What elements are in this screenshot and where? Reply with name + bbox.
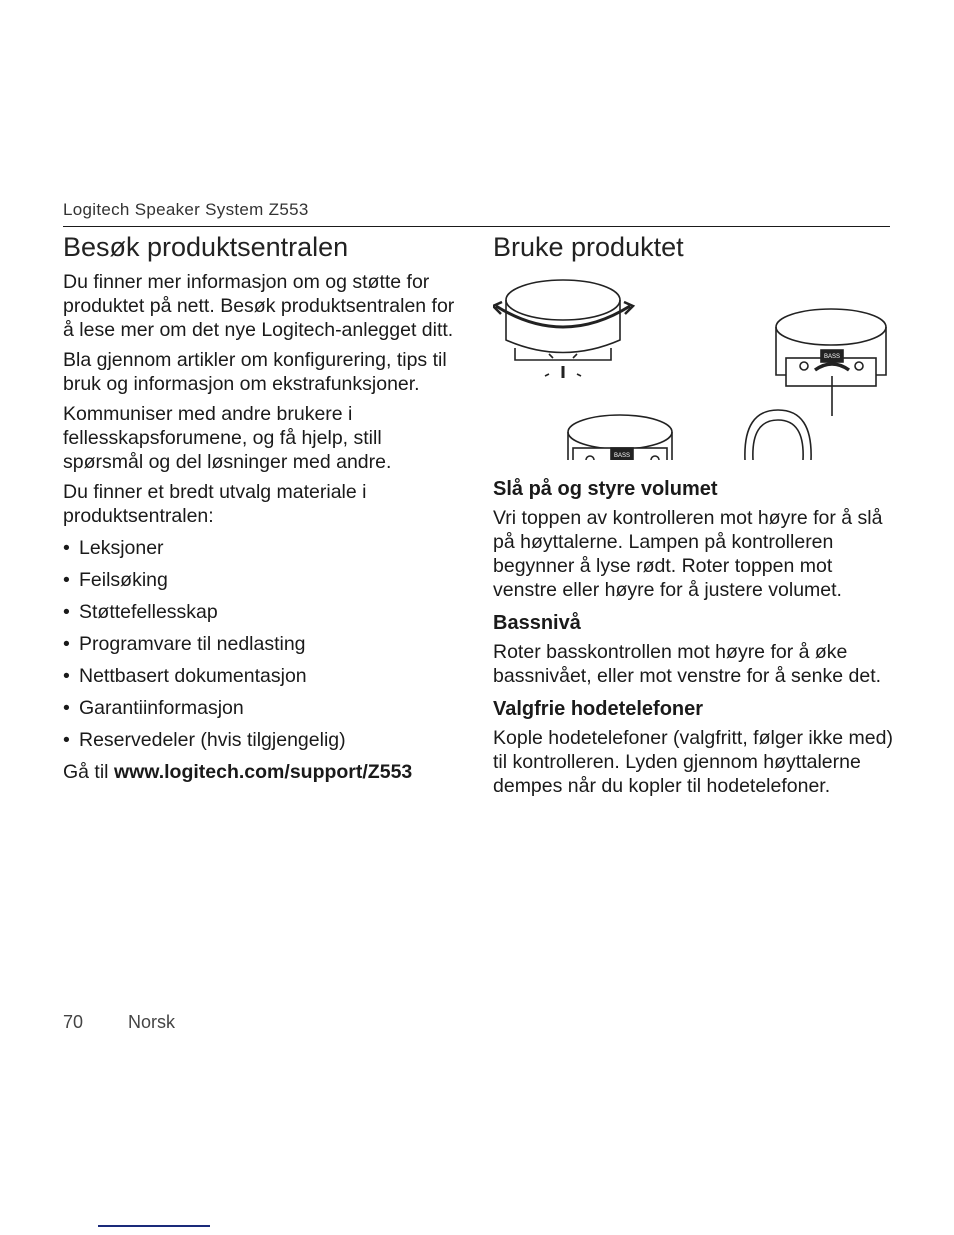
usage-illustration [493,270,893,460]
paragraph: Bla gjennom artikler om konfigurering, tips til bruk og informasjon om ekstrafunksjoner. [63,349,447,395]
running-header [63,200,890,227]
list-item: • Garantiinformasjon [63,697,244,719]
section-text: Kople hodetelefoner (valgfritt, følger ikke med) til kontrolleren. Lyden gjennom høyttalerne dempes når du kopler til hodetelefoner. [493,727,893,797]
headphone-jack-controller-image [568,415,717,460]
list-item: • Programvare til nedlasting [63,633,306,655]
section-title: Valgfrie hodetelefoner [493,698,704,720]
list-item: • Reservedeler (hvis tilgjengelig) [63,729,346,751]
page-footer [63,1012,175,1033]
bottom-rule [98,1225,210,1227]
section-title: Bassnivå [493,612,581,634]
volume-controller-image [493,280,633,378]
headphones-image [745,410,811,460]
page-number: 70 [63,1012,84,1032]
support-link[interactable]: www.logitech.com/support/Z553 [113,761,413,783]
section-text: Vri toppen av kontrolleren mot høyre for å slå på høyttalerne. Lampen på kontrolleren begynner å lyse rødt. Roter toppen mot venstre eller høyre for å justere volumet. [493,507,883,601]
section-title: Slå på og styre volumet [493,478,718,500]
list-item: • Støttefellesskap [63,601,218,623]
paragraph: Du finner et bredt utvalg materiale i produktsentralen: [63,481,367,527]
left-heading: Besøk produktsentralen [63,232,349,262]
goto-line [63,760,463,784]
right-column [493,230,893,804]
list-item: • Nettbasert dokumentasjon [63,665,307,687]
bass-controller-image [776,309,886,416]
right-heading: Bruke produktet [493,232,684,262]
list-item: • Leksjoner [63,537,164,559]
list-item: • Feilsøking [63,569,168,591]
footer-language: Norsk [128,1012,176,1032]
paragraph: Kommuniser med andre brukere i fellesskapsforumene, og få hjelp, still spørsmål og del løsninger med andre. [63,403,392,473]
resource-list [63,536,463,752]
header-title: Logitech Speaker System Z553 [63,200,309,219]
left-column [63,230,463,790]
bass-label: BASS [613,453,631,459]
goto-prefix: Gå til [63,761,109,783]
bass-label: BASS [823,354,841,360]
paragraph: Du finner mer informasjon om og støtte for produktet på nett. Besøk produktsentralen for å lese mer om det nye Logitech-anlegget ditt. [63,271,455,341]
section-text: Roter basskontrollen mot høyre for å øke bassnivået, eller mot venstre for å senke det. [493,641,882,687]
